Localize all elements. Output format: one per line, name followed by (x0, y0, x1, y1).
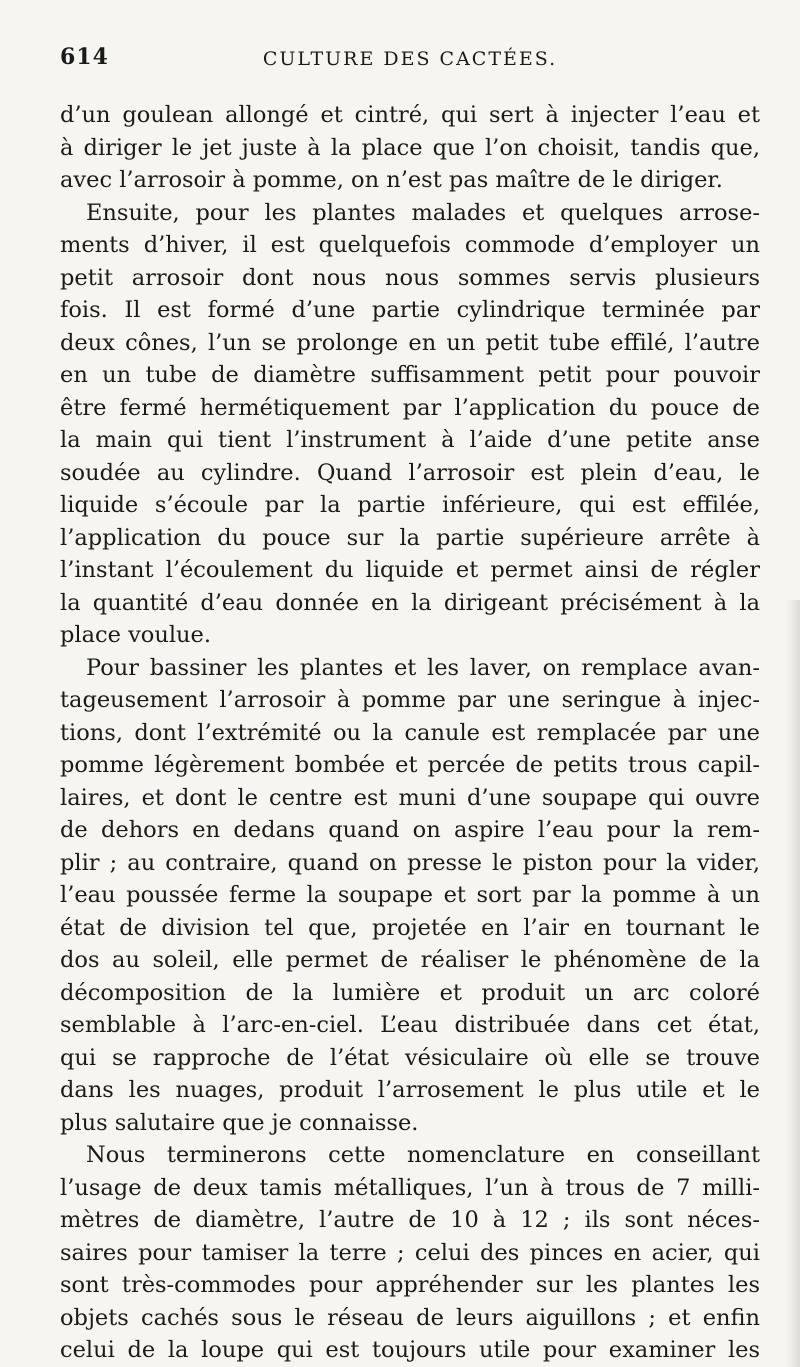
text-line: l’usage de deux tamis métalliques, l’un à trous de 7 milli- (60, 1174, 760, 1201)
text-line: qui se rapproche de l’état vésiculaire où elle se trouve (60, 1044, 760, 1071)
text-line: tions, dont l’extrémité ou la canule est remplacée par une (60, 719, 760, 746)
running-head (60, 44, 760, 80)
text-line: ments d’hiver, il est quelquefois commode d’employer un (60, 232, 760, 258)
text-line: place voulue. (60, 622, 211, 648)
running-title: CULTURE DES CACTÉES. (262, 48, 558, 70)
text-line: à diriger le jet juste à la place que l’on choisit, tandis que, (60, 134, 760, 161)
text-line: état de division tel que, projetée en l’air en tournant le (60, 914, 760, 941)
paragraph-start-line: Ensuite, pour les plantes malades et quelques arrose- (86, 199, 760, 226)
text-line: deux cônes, l’un se prolonge en un petit tube effilé, l’autre (60, 329, 760, 356)
text-line: objets cachés sous le réseau de leurs aiguillons ; et enfin (60, 1304, 760, 1331)
text-line: l’eau poussée ferme la soupape et sort par la pomme à un (60, 882, 760, 908)
text-line: l’application du pouce sur la partie supérieure arrête à (60, 524, 760, 551)
text-line: sont très-commodes pour appréhender sur les plantes les (60, 1272, 760, 1298)
text-line: dos au soleil, elle permet de réaliser le phénomène de la (60, 947, 760, 973)
text-line: être fermé hermétiquement par l’application du pouce de (60, 394, 760, 421)
text-line: dans les nuages, produit l’arrosement le plus utile et le (60, 1077, 760, 1103)
text-line: d’un goulean allongé et cintré, qui sert à injecter l’eau et (60, 102, 760, 128)
text-line: mètres de diamètre, l’autre de 10 à 12 ; ils sont néces- (60, 1207, 760, 1233)
text-line: avec l’arrosoir à pomme, on n’est pas maître de le diriger. (60, 167, 723, 193)
paragraph-start-line: Nous terminerons cette nomenclature en conseillant (86, 1142, 760, 1168)
text-line: de dehors en dedans quand on aspire l’eau pour la rem- (60, 817, 760, 843)
text-line: tageusement l’arrosoir à pomme par une seringue à injec- (60, 687, 760, 713)
text-line: saires pour tamiser la terre ; celui des pinces en acier, qui (60, 1239, 760, 1266)
body-text (60, 99, 760, 1367)
text-line: fois. Il est formé d’une partie cylindrique terminée par (60, 297, 760, 323)
text-line: soudée au cylindre. Quand l’arrosoir est plein d’eau, le (60, 459, 760, 486)
text-line: laires, et dont le centre est muni d’une soupape qui ouvre (60, 784, 760, 811)
text-line: liquide s’écoule par la partie inférieure, qui est effilée, (60, 492, 760, 518)
page-number: 614 (60, 44, 109, 70)
text-line: celui de la loupe qui est toujours utile pour examiner les (60, 1337, 760, 1363)
text-line: en un tube de diamètre suffisamment petit pour pouvoir (60, 362, 760, 388)
text-line: plir ; au contraire, quand on presse le piston pour la vider, (60, 849, 760, 876)
text-line: petit arrosoir dont nous nous sommes servis plusieurs (60, 264, 760, 291)
text-line: l’instant l’écoulement du liquide et permet ainsi de régler (60, 557, 760, 583)
text-line: plus salutaire que je connaisse. (60, 1109, 419, 1136)
page-edge-shadow (786, 600, 800, 1367)
text-line: la main qui tient l’instrument à l’aide d’une petite anse (60, 427, 760, 453)
text-line: pomme légèrement bombée et percée de petits trous capil- (60, 752, 760, 778)
text-line: décomposition de la lumière et produit un arc coloré (60, 979, 760, 1006)
text-line: la quantité d’eau donnée en la dirigeant précisément à la (60, 589, 760, 616)
paragraph-start-line: Pour bassiner les plantes et les laver, on remplace avan- (86, 654, 760, 681)
text-line: semblable à l’arc-en-ciel. L’eau distribuée dans cet état, (60, 1012, 760, 1038)
